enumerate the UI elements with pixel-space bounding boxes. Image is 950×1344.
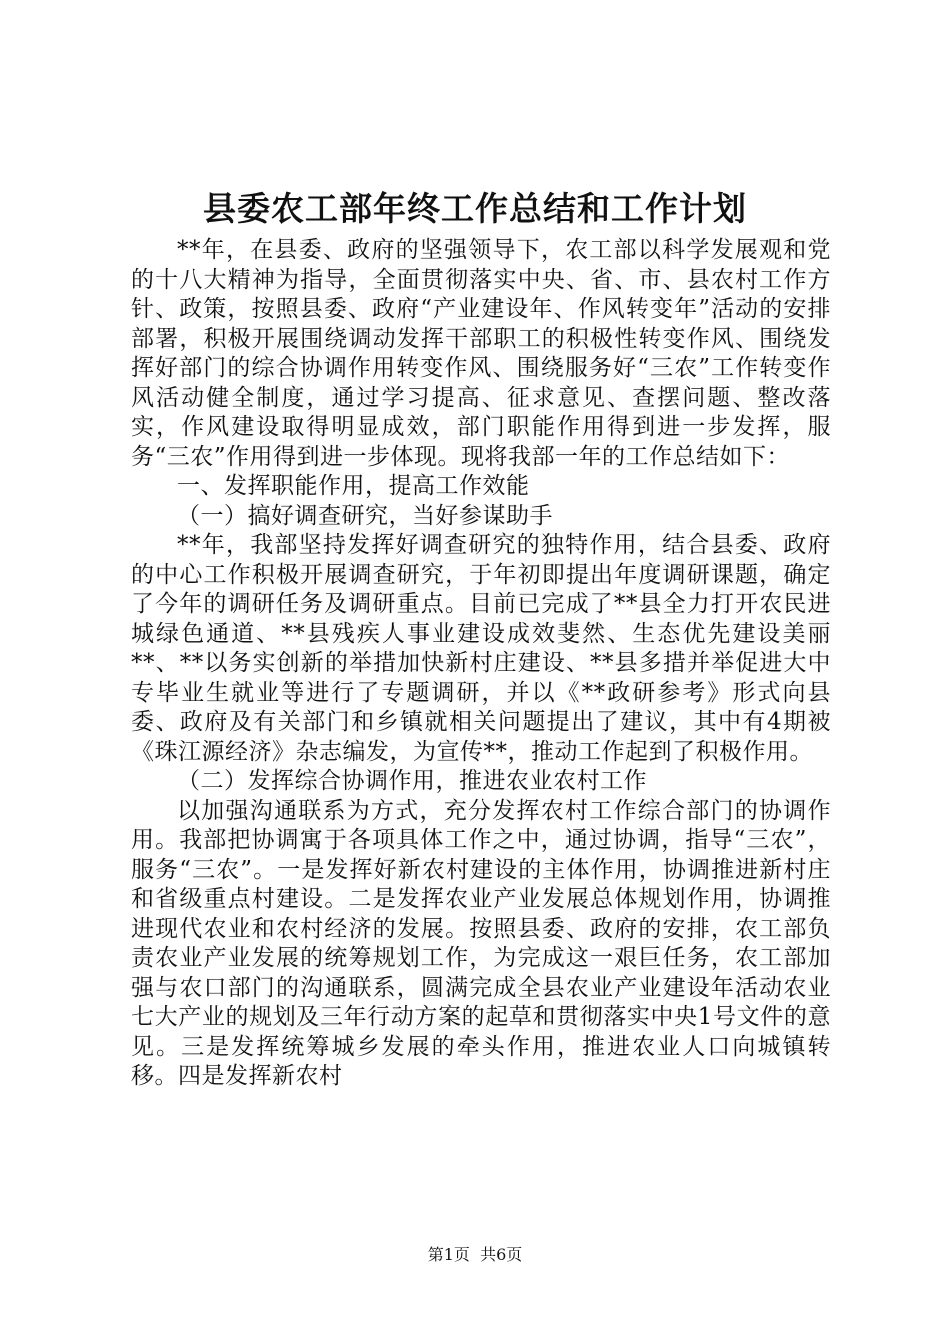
paragraph-intro: **年，在县委、政府的坚强领导下，农工部以科学发展观和党的十八大精神为指导，全面贯彻落实中央、省、市、县农村工作方针、政策，按照县委、政府“产业建设年、作风转变年”活动的安排部署，积极开展围绕调动发挥干部职工的积极性转变作风、围绕发挥好部门的综合协调作用转变作风、围绕服务好“三农”工作转变作风活动健全制度，通过学习提高、征求意见、查摆问题、整改落实，作风建设取得明显成效，部门职能作用得到进一步发挥，服务“三农”作用得到进一步体现。现将我部一年的工作总结如下： [131,237,831,470]
document-body [131,236,831,1092]
page-number: 第1页 [427,1245,470,1264]
page-total: 共6页 [480,1245,523,1264]
section-heading-1: 一、发挥职能作用，提高工作效能 [177,473,530,499]
page-footer [0,1244,950,1266]
subsection-heading-1: （一）搞好调查研究，当好参谋助手 [177,502,553,529]
paragraph-research: **年，我部坚持发挥好调查研究的独特作用，结合县委、政府的中心工作积极开展调查研究，于年初即提出年度调研课题，确定了今年的调研任务及调研重点。目前已完成了**县全力打开农民进城绿色通道、**县残疾人事业建设成效斐然、生态优先建设美丽**、**以务实创新的举措加快新村庄建设、**县多措并举促进大中专毕业生就业等进行了专题调研，并以《**政研参考》形式向县委、政府及有关部门和乡镇就相关问题提出了建议，其中有4期被《珠江源经济》杂志编发，为宣传**，推动工作起到了积极作用。 [131,532,831,765]
document-title: 县委农工部年终工作总结和工作计划 [203,189,747,228]
paragraph-coordination: 以加强沟通联系为方式，充分发挥农村工作综合部门的协调作用。我部把协调寓于各项具体工作之中，通过协调，指导“三农”，服务“三农”。一是发挥好新农村建设的主体作用，协调推进新村庄和省级重点村建设。二是发挥农业产业发展总体规划作用，协调推进现代农业和农村经济的发展。按照县委、政府的安排，农工部负责农业产业发展的统筹规划工作，为完成这一艰巨任务，农工部加强与农口部门的沟通联系，圆满完成全县农业产业建设年活动农业七大产业的规划及三年行动方案的起草和贯彻落实中央1号文件的意见。三是发挥统筹城乡发展的牵头作用，推进农业人口向城镇转移。四是发挥新农村 [131,797,831,1089]
subsection-heading-2: （二）发挥综合协调作用，推进农业农村工作 [177,768,647,794]
